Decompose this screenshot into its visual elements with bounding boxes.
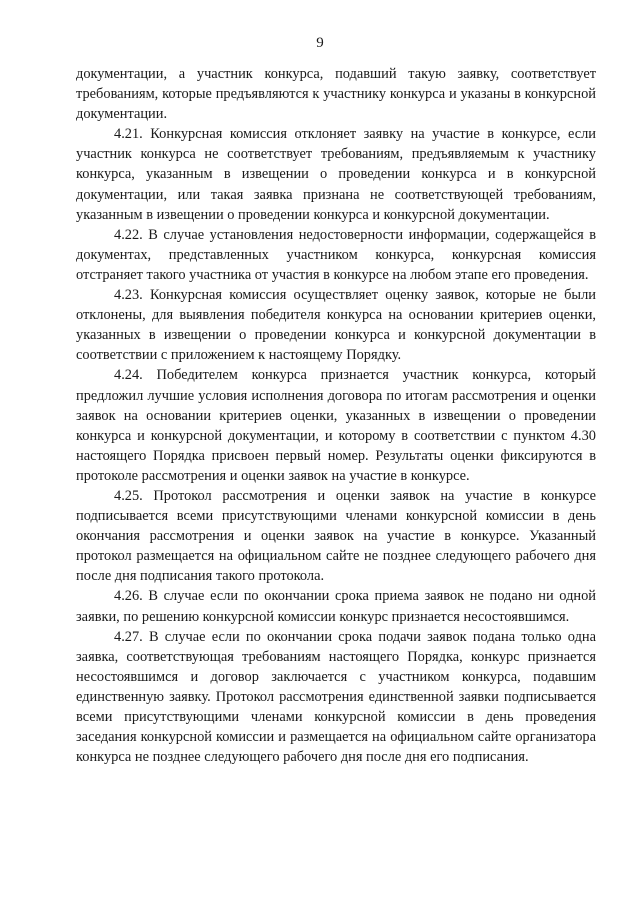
paragraph-4-23: 4.23. Конкурсная комиссия осуществляет оценку заявок, которые не были отклонены, для выявления победителя конкурса на основании критериев оценки, указанных в извещении о проведении конкурса и конкурсной документации в соответствии с приложением к настоящему Порядку. bbox=[76, 287, 596, 364]
paragraph-4-27: 4.27. В случае если по окончании срока подачи заявок подана только одна заявка, соответствующая требованиям настоящего Порядка, конкурс признается несостоявшимся и договор заключается с участником конкурса, подавшим единственную заявку. Протокол рассмотрения единственной заявки подписывается всеми присутствующими членами конкурсной комиссии в день проведения заседания конкурсной комиссии и размещается на официальном сайте организатора конкурса не позднее следующего рабочего дня после дня его подписания. bbox=[76, 628, 596, 766]
paragraph-4-25: 4.25. Протокол рассмотрения и оценки заявок на участие в конкурсе подписывается всеми присутствующими членами конкурсной комиссии в день окончания рассмотрения и оценки заявок на участие в конкурсе. Указанный протокол размещается на официальном сайте не позднее следующего рабочего дня после дня подписания такого протокола. bbox=[76, 487, 596, 585]
paragraph-4-26: 4.26. В случае если по окончании срока приема заявок не подано ни одной заявки, по решению конкурсной комиссии конкурс признается несостоявшимся. bbox=[76, 588, 596, 625]
paragraph-continuation: документации, а участник конкурса, подавший такую заявку, соответствует требованиям, которые предъявляются к участнику конкурса и указаны в конкурсной документации. bbox=[76, 66, 596, 123]
document-body bbox=[76, 64, 596, 767]
paragraph-4-22: 4.22. В случае установления недостоверности информации, содержащейся в документах, представленных участником конкурса, конкурсная комиссия отстраняет такого участника от участия в конкурсе на любом этапе его проведения. bbox=[76, 226, 596, 283]
page-number: 9 bbox=[316, 35, 324, 51]
paragraph-4-24: 4.24. Победителем конкурса признается участник конкурса, который предложил лучшие условия исполнения договора по итогам рассмотрения и оценки заявок на основании критериев оценки, указанных в извещении о проведении конкурса и конкурсной документации, и которому в соответствии с пунктом 4.30 настоящего Порядка присвоен первый номер. Результаты оценки фиксируются в протоколе рассмотрения и оценки заявок на участие в конкурсе. bbox=[76, 367, 596, 484]
paragraph-4-21: 4.21. Конкурсная комиссия отклоняет заявку на участие в конкурсе, если участник конкурса не соответствует требованиям, предъявляемым к участнику конкурса, указанным в извещении о проведении конкурса и в конкурсной документации, или такая заявка признана не соответствующей требованиям, указанным в извещении о проведении конкурса и конкурсной документации. bbox=[76, 126, 596, 223]
